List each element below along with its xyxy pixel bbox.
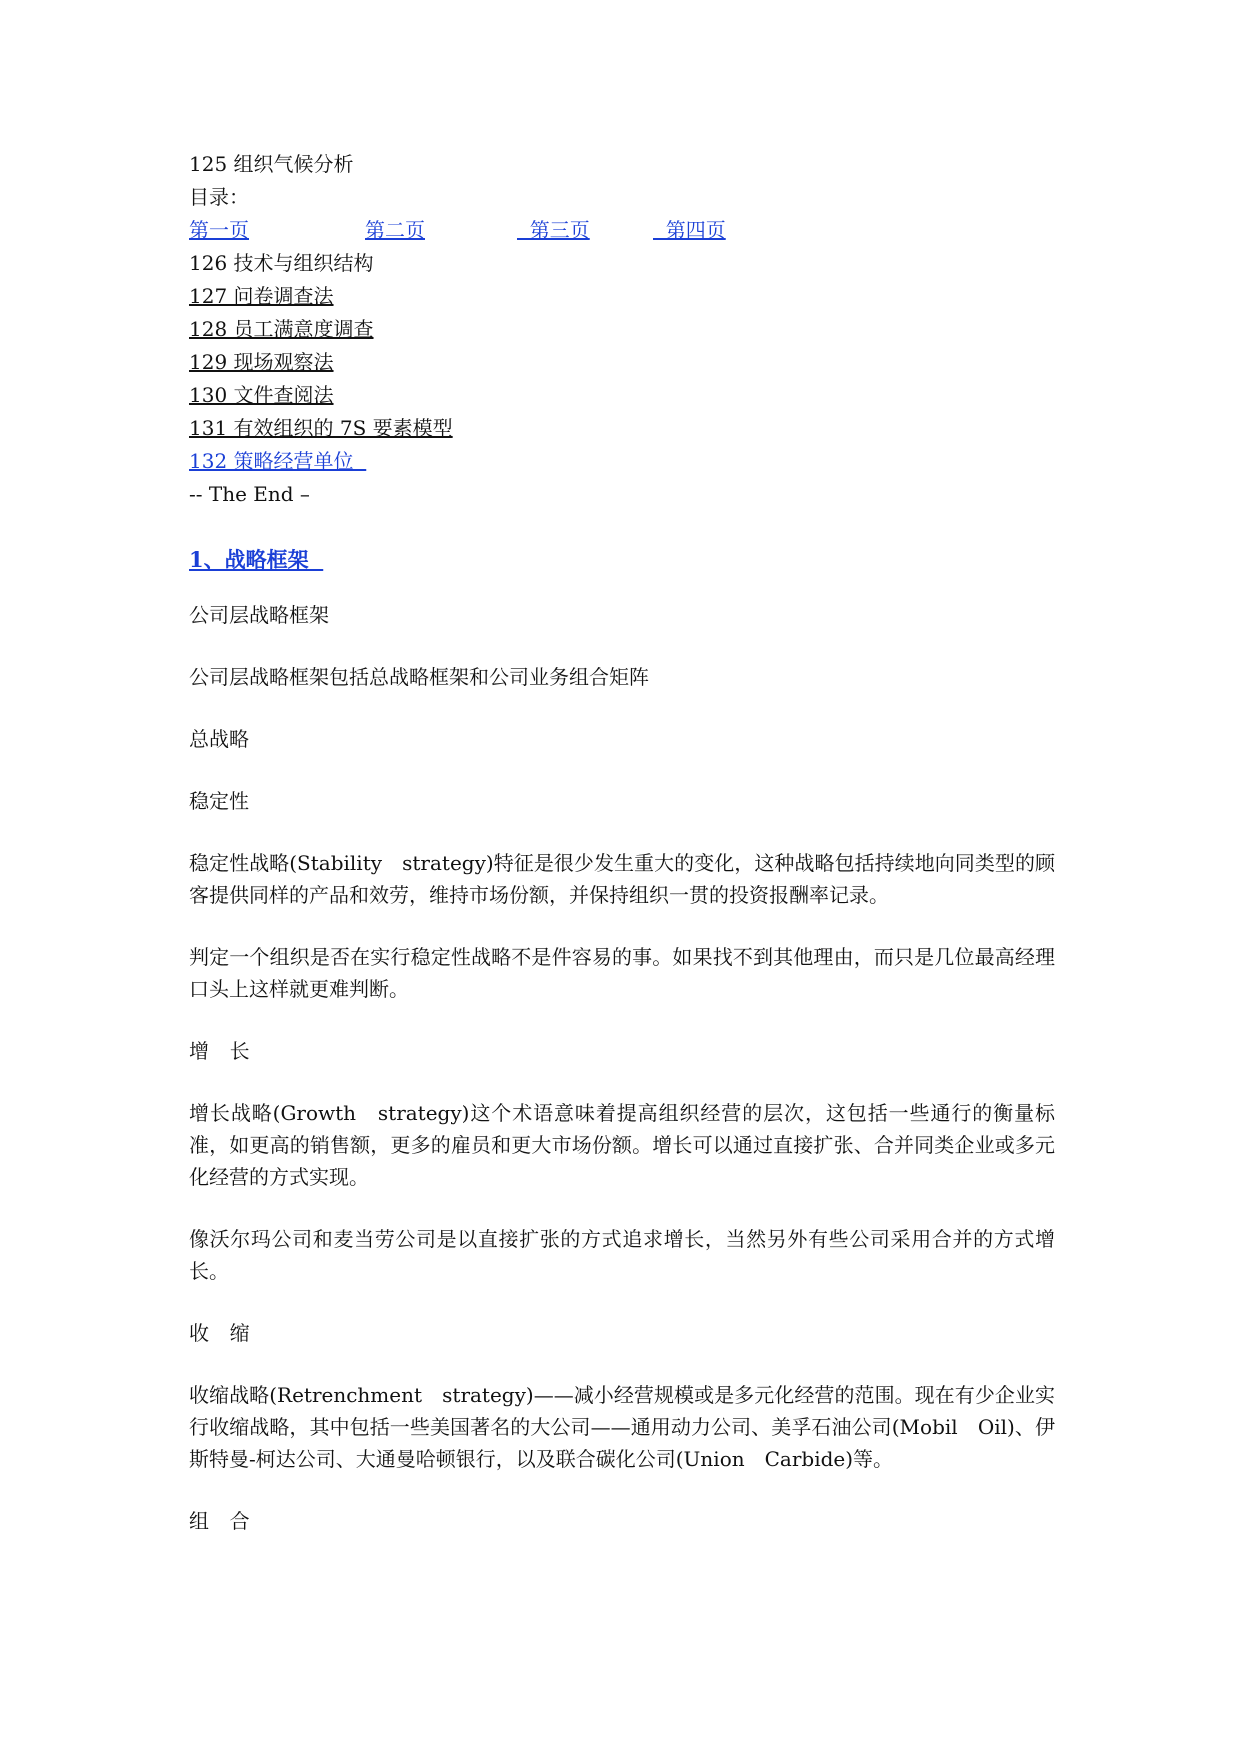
toc-item-link[interactable]: 130 文件查阅法 [189, 383, 334, 407]
paragraph: 收缩战略(Retrenchment strategy)——减小经营规模或是多元化经营的范围。现在有少企业实行收缩战略，其中包括一些美国著名的大公司——通用动力公司、美孚石油公司(Mobil Oil)、伊斯特曼-柯达公司、大通曼哈顿银行，以及联合碳化公司(Union Carbide)等。 [189, 1383, 1055, 1471]
toc-label: 目录： [189, 185, 249, 209]
paragraph: 判定一个组织是否在实行稳定性战略不是件容易的事。如果找不到其他理由，而只是几位最高经理口头上这样就更难判断。 [189, 945, 1055, 1001]
toc-page-3-link[interactable]: 第三页 [517, 218, 590, 242]
toc-item-link[interactable]: 131 有效组织的 7S 要素模型 [189, 416, 453, 440]
subheading-growth: 增 长 [189, 1039, 250, 1063]
toc-item-link[interactable]: 128 员工满意度调查 [189, 317, 374, 341]
paragraph: 稳定性 [189, 789, 249, 813]
section-heading-strategy-framework[interactable]: 1、战略框架 [189, 547, 324, 572]
toc-page-nav [189, 214, 1055, 247]
toc-item-link[interactable]: 127 问卷调查法 [189, 284, 334, 308]
doc-title: 125 组织气候分析 [189, 152, 354, 176]
document-page [189, 148, 1055, 1537]
paragraph: 稳定性战略(Stability strategy)特征是很少发生重大的变化，这种战略包括持续地向同类型的顾客提供同样的产品和效劳，维持市场份额，并保持组织一贯的投资报酬率记录。 [189, 851, 1055, 907]
toc-item-link-strategic-unit[interactable]: 132 策略经营单位 [189, 449, 367, 473]
the-end-marker: -- The End – [189, 482, 310, 506]
toc-page-2-link[interactable]: 第二页 [365, 218, 425, 242]
paragraph: 公司层战略框架 [189, 603, 329, 627]
toc-page-1-link[interactable]: 第一页 [189, 218, 249, 242]
paragraph: 像沃尔玛公司和麦当劳公司是以直接扩张的方式追求增长，当然另外有些公司采用合并的方式增长。 [189, 1227, 1055, 1283]
toc-item: 126 技术与组织结构 [189, 251, 374, 275]
paragraph: 公司层战略框架包括总战略框架和公司业务组合矩阵 [189, 665, 649, 689]
paragraph: 总战略 [189, 727, 249, 751]
toc-page-4-link[interactable]: 第四页 [653, 218, 726, 242]
toc-item-link[interactable]: 129 现场观察法 [189, 350, 334, 374]
paragraph: 增长战略(Growth strategy)这个术语意味着提高组织经营的层次，这包括一些通行的衡量标准，如更高的销售额，更多的雇员和更大市场份额。增长可以通过直接扩张、合并同类企业或多元化经营的方式实现。 [189, 1101, 1055, 1189]
subheading-combination: 组 合 [189, 1509, 250, 1533]
subheading-retrenchment: 收 缩 [189, 1321, 250, 1345]
